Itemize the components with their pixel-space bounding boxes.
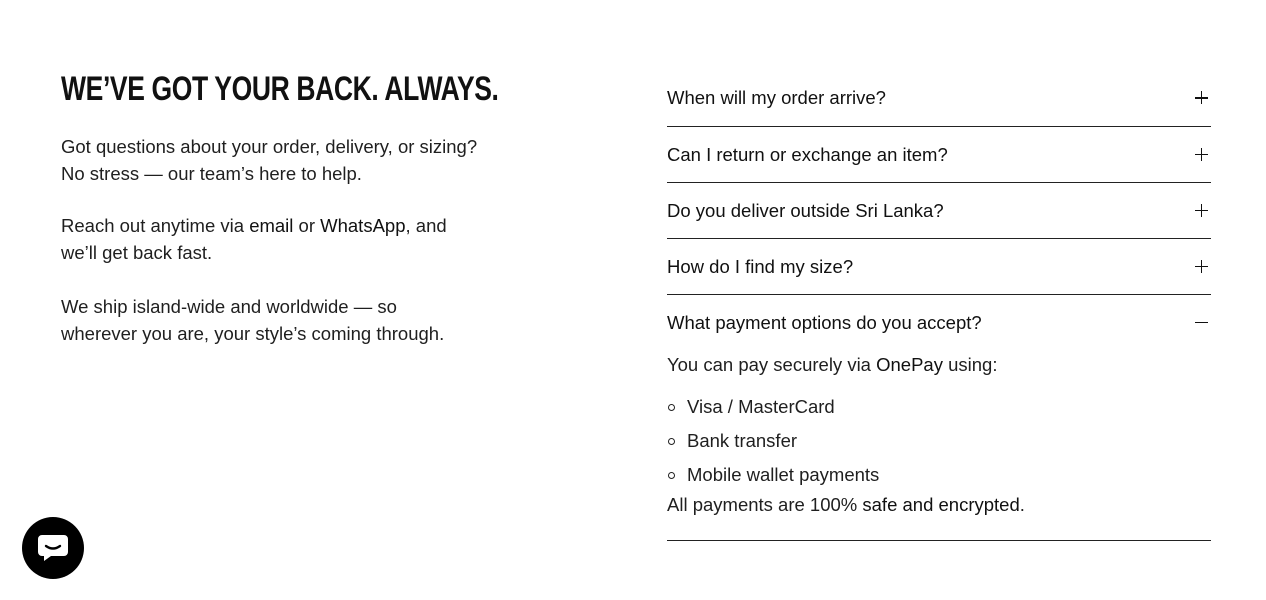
list-item: Visa / MasterCard: [667, 390, 1211, 424]
onepay-brand: OnePay: [876, 354, 943, 375]
faq-question-international-delivery[interactable]: [667, 183, 1211, 238]
faq-question-text: How do I find my size?: [667, 255, 854, 277]
section-heading: WE’VE GOT YOUR BACK. ALWAYS.: [61, 70, 499, 108]
shipping-line-2: wherever you are, your style’s coming through.: [61, 323, 445, 344]
contact-paragraph: [61, 212, 501, 266]
answer-outro-bold: safe and encrypted: [862, 494, 1020, 515]
list-item: Bank transfer: [667, 424, 1211, 458]
faq-item: [667, 70, 1211, 127]
faq-question-sizing[interactable]: [667, 239, 1211, 294]
answer-outro: [667, 492, 1211, 518]
faq-question-text: What payment options do you accept?: [667, 311, 982, 333]
contact-prefix: Reach out anytime via: [61, 215, 250, 236]
faq-accordion: [667, 70, 1211, 541]
faq-answer: [667, 350, 1211, 540]
intro-line-1: Got questions about your order, delivery, or sizing?: [61, 136, 478, 157]
plus-icon[interactable]: [1195, 91, 1209, 105]
chat-button[interactable]: [22, 517, 84, 579]
faq-question-payment[interactable]: [667, 295, 1211, 350]
list-item: Mobile wallet payments: [667, 458, 1211, 492]
minus-icon[interactable]: [1195, 316, 1209, 330]
plus-icon[interactable]: [1195, 148, 1209, 162]
contact-suffix: , and: [405, 215, 447, 236]
whatsapp-link[interactable]: WhatsApp: [320, 215, 406, 236]
support-intro: [61, 70, 501, 347]
answer-intro: [667, 352, 1211, 378]
faq-question-text: Do you deliver outside Sri Lanka?: [667, 199, 944, 221]
answer-intro-suffix: using:: [942, 354, 998, 375]
faq-item: [667, 239, 1211, 295]
chat-bubble-icon: [37, 534, 69, 562]
faq-question-order-arrival[interactable]: [667, 70, 1211, 126]
intro-line-2: No stress — our team’s here to help.: [61, 163, 362, 184]
email-link[interactable]: email: [249, 215, 294, 236]
answer-outro-suffix: .: [1019, 494, 1025, 515]
faq-question-text: When will my order arrive?: [667, 87, 886, 108]
contact-line-1: [61, 212, 501, 239]
faq-question-text: Can I return or exchange an item?: [667, 143, 948, 165]
answer-intro-prefix: You can pay securely via: [667, 354, 877, 375]
contact-or: or: [293, 215, 321, 236]
answer-outro-prefix: All payments are 100%: [667, 494, 863, 515]
plus-icon[interactable]: [1195, 260, 1209, 274]
faq-item-expanded: [667, 295, 1211, 541]
shipping-paragraph: [61, 293, 501, 347]
contact-line-2: we’ll get back fast.: [61, 242, 213, 263]
faq-question-returns[interactable]: [667, 127, 1211, 182]
payment-options-list: [667, 390, 1211, 492]
plus-icon[interactable]: [1195, 204, 1209, 218]
intro-paragraph: [61, 133, 501, 187]
faq-item: [667, 127, 1211, 183]
shipping-line-1: We ship island-wide and worldwide — so: [61, 296, 397, 317]
faq-item: [667, 183, 1211, 239]
